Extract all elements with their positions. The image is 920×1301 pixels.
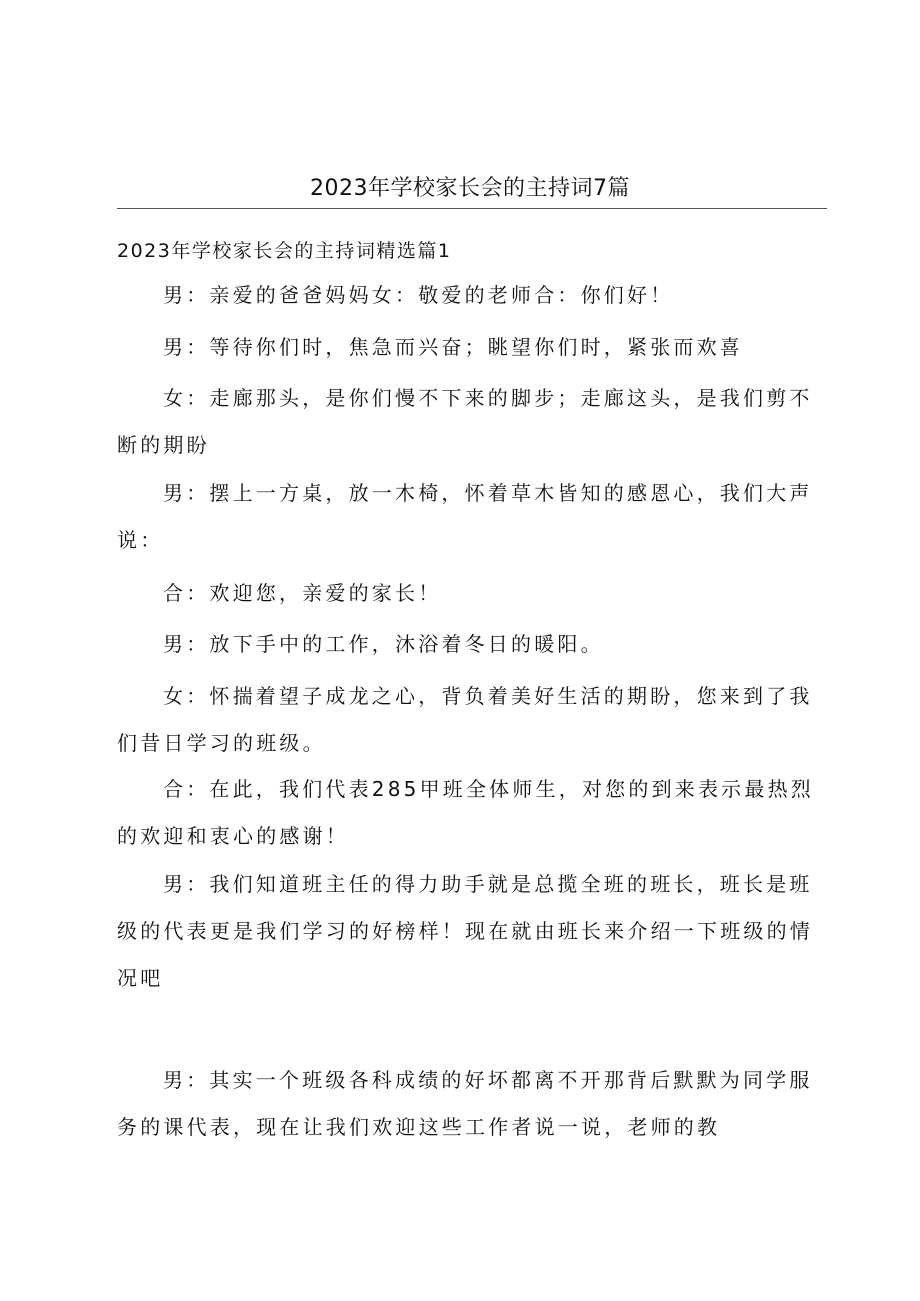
title-divider [117,208,827,209]
paragraph-8: 合：在此，我们代表285甲班全体师生，对您的到来表示最热烈的欢迎和衷心的感谢！ [117,777,814,848]
document-title: 2023年学校家长会的主持词7篇 [310,176,630,201]
paragraph-3: 女：走廊那头，是你们慢不下来的脚步；走廊这头，是我们剪不断的期盼 [117,386,813,457]
paragraph-5: 合：欢迎您，亲爱的家长！ [163,581,442,605]
paragraph-6: 男：放下手中的工作，沐浴着冬日的暖阳。 [163,632,604,656]
paragraph-7: 女：怀揣着望子成龙之心，背负着美好生活的期盼，您来到了我们昔日学习的班级。 [117,684,813,755]
paragraph-4: 男：摆上一方桌，放一木椅，怀着草木皆知的感恩心，我们大声说： [117,481,813,552]
paragraph-2: 男：等待你们时，焦急而兴奋；眺望你们时，紧张而欢喜 [163,335,743,359]
section-heading: 2023年学校家长会的主持词精选篇1 [117,240,452,262]
paragraph-9: 男：我们知道班主任的得力助手就是总揽全班的班长，班长是班级的代表更是我们学习的好榜样！现在就由班长来介绍一下班级的情况吧 [117,872,813,990]
paragraph-1: 男：亲爱的爸爸妈妈女：敬爱的老师合：你们好！ [163,283,674,307]
paragraph-10: 男：其实一个班级各科成绩的好坏都离不开那背后默默为同学服务的课代表，现在让我们欢迎这些工作者说一说，老师的教 [117,1068,813,1139]
